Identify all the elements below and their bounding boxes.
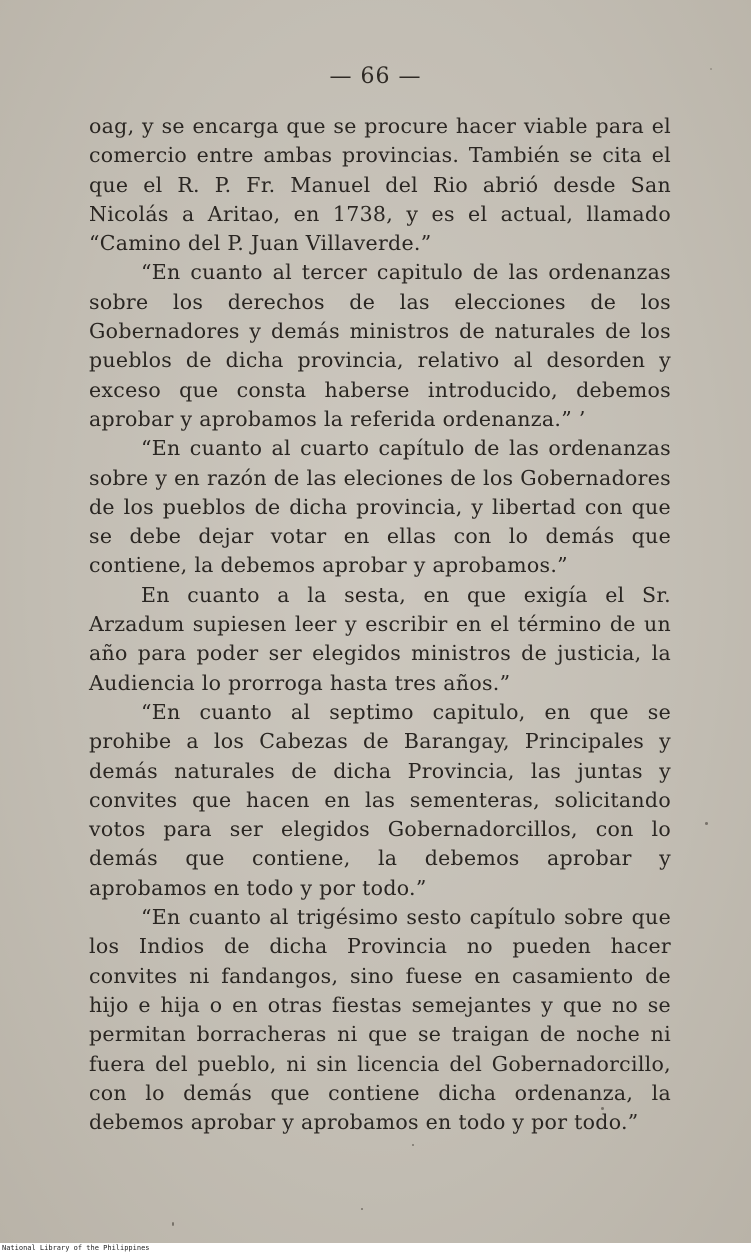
paragraph-4: En cuanto a la sesta, en que exigía el Sr. Arzadum supiesen leer y escribir en el término de un año para poder ser elegidos ministros de justicia, la Audiencia lo prorroga hasta tres años.” — [89, 582, 671, 695]
paper-speck — [601, 1107, 604, 1110]
paper-speck — [172, 1222, 174, 1226]
paragraph-6: “En cuanto al trigésimo sesto capítulo sobre que los Indios de dicha Provincia no pueden hacer convites ni fandangos, sino fuese en casamiento de hijo e hija o en otras fiestas semejantes y que no se permitan borracheras ni que se traigan de noche ni fuera del pueblo, ni sin licencia del Gobernadorcillo, con lo demás que contiene dicha ordenanza, la debemos aprobar y aprobamos en todo y por todo.” — [89, 905, 671, 1135]
paper-speck — [705, 822, 708, 825]
page-number: — 66 — — [329, 64, 422, 89]
paragraph-2: “En cuanto al tercer capitulo de las ordenanzas sobre los derechos de las elecciones de los Gobernadores y demás ministros de naturales de los pueblos de dicha provincia, relativo al desorden y exceso que consta haberse introducido, debemos aprobar y aprobamos la referida ordenanza.” ’ — [89, 260, 671, 431]
paper-speck — [412, 1144, 414, 1146]
paper-speck — [710, 68, 712, 70]
library-credit: National Library of the Philippines — [2, 1244, 150, 1252]
paragraph-5: “En cuanto al septimo capitulo, en que se prohibe a los Cabezas de Barangay, Principales y demás naturales de dicha Provincia, las juntas y convites que hacen en las sementeras, solicitando votos para ser elegidos Gobernadorcillos, con lo demás que contiene, la debemos aprobar y aprobamos en todo y por todo.” — [89, 699, 671, 900]
paragraph-1: oag, y se encarga que se procure hacer viable para el comercio entre ambas provincias. También se cita el que el R. P. Fr. Manuel del Rio abrió desde San Nicolás a Aritao, en 1738, y es el actual, llamado “Camino del P. Juan Villaverde.” — [89, 114, 671, 256]
paragraph-3: “En cuanto al cuarto capítulo de las ordenanzas sobre y en razón de las eleciones de los Gobernadores de los pueblos de dicha provincia, y libertad con que se debe dejar votar en ellas con lo demás que contiene, la debemos aprobar y aprobamos.” — [89, 436, 671, 578]
body-text — [89, 112, 671, 1137]
paper-speck — [361, 1208, 363, 1210]
